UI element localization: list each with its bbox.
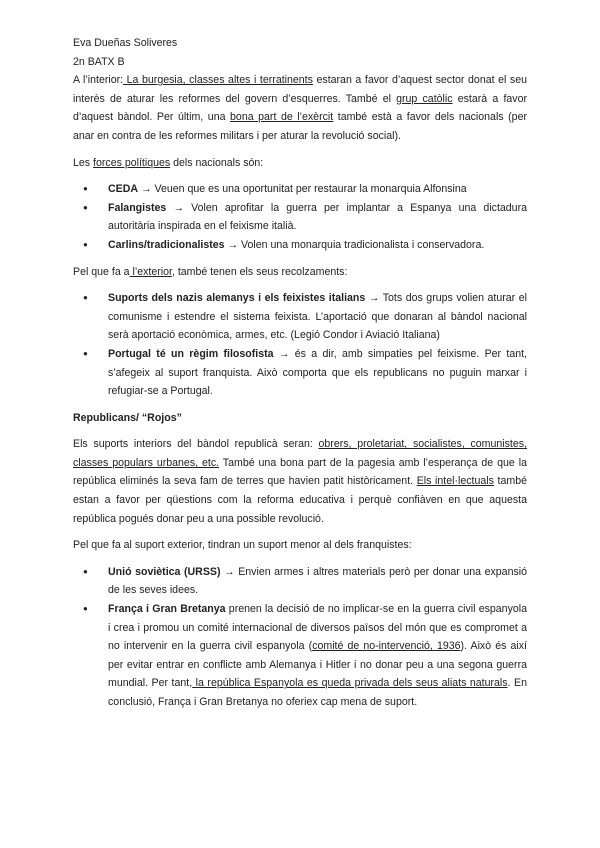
author-name: Eva Dueñas Soliveres <box>73 37 178 49</box>
underlined-text: la república Espanyola es queda privada dels seus aliats naturals <box>192 677 508 690</box>
text-run: dels nacionals són: <box>170 156 264 169</box>
text-run: estarà a favor d’aquest bàndol. Per últim, una <box>73 92 527 124</box>
text-run: Els suports interiors del bàndol republicà seran: <box>73 438 319 451</box>
republicans-heading: Republicans/ “Rojos” <box>73 411 182 424</box>
text-run: estaran a favor d’aquest sector donat el seu interès de aturar les reformes del govern d’esquerres. També el <box>73 74 528 105</box>
text-run: , també tenen els seus recolzaments: <box>171 265 348 278</box>
list-item <box>108 289 527 345</box>
list-item <box>108 345 527 401</box>
text-run: → Volen aprofitar la guerra per implantar a Espanya una dictadura autoritària inspirada en el feixisme italià. <box>108 201 527 233</box>
bold-term: Suports dels nazis alemanys i els feixistes italians <box>108 292 366 305</box>
underlined-text: comité de no-intervenció, 1936 <box>312 640 461 653</box>
text-run: . En conclusió, França i Gran Bretanya no oferiex cap mena de suport. <box>108 677 528 708</box>
text-run: Pel que fa a <box>73 265 130 278</box>
text-run: ). Això és així per evitar entrar en conflicte amb Alemanya i Hitler i no donar peu a una segona guerra mundial. Per tant, <box>108 640 527 690</box>
bold-term: Portugal té un règim filosofista <box>108 347 274 360</box>
underlined-text: forces polítiques <box>93 156 171 169</box>
text-run: També una bona part de la pagesia amb l’esperança de que la república eliminés la seva fam de terres que havien patit històricament. <box>73 456 527 488</box>
text-run: → Envien armes i altres materials però per donar una expansió de les seves idees. <box>108 565 528 597</box>
republicans-list <box>73 563 527 712</box>
text-run: A l’interior: <box>73 74 124 87</box>
underlined-text: obrers, proletariat, socialistes, comunistes, classes populars urbanes, etc. <box>73 438 528 469</box>
bold-term: CEDA <box>108 183 139 196</box>
list-item <box>108 199 527 236</box>
document-page <box>73 34 527 720</box>
forces-list <box>73 180 527 254</box>
underlined-text: l’exterior <box>129 265 172 278</box>
underlined-text: La burgesia, classes altes i terratinents <box>123 74 313 87</box>
underlined-text: bona part de l’exèrcit <box>230 111 334 124</box>
list-item <box>108 600 527 712</box>
republicans-paragraph <box>73 435 527 528</box>
text-run: també estan a favor per qüestions com la reforma educativa i perquè confiàven en que aquesta república pogués donar peu a una possible revolució. <box>73 475 528 525</box>
text-run: → Volen una monarquia tradicionalista i conservadora. <box>224 238 485 251</box>
underlined-text: grup catòlic <box>396 92 453 105</box>
text-run: Les <box>73 156 94 169</box>
exterior-paragraph <box>73 263 527 282</box>
forces-paragraph <box>73 154 527 173</box>
bold-term: França i Gran Bretanya <box>108 603 226 616</box>
exterior-list <box>73 289 527 401</box>
underlined-text: Els intel·lectuals <box>416 475 494 488</box>
text-run: també està a favor dels nacionals (per anar en contra de les reformes militars i per aturar la revolució social). <box>73 111 527 142</box>
interior-paragraph <box>73 71 527 145</box>
republicans-exterior-paragraph: Pel que fa al suport exterior, tindran un suport menor al dels franquistes: <box>73 539 412 552</box>
list-item <box>108 180 527 199</box>
list-item <box>108 563 527 600</box>
text-run: → és a dir, amb simpaties pel feixisme. Per tant, s’afegeix al suport franquista. Això comporta que els republicans no puguin marxar i refugiar-se a Portugal. <box>108 347 528 398</box>
text-run: prenen la decisió de no implicar-se en la guerra civil espanyola i crea i promou un comité internacional de diversos països del món que es compromet a no intervenir en la guerra civil espanyola ( <box>108 603 528 653</box>
list-item <box>108 236 527 255</box>
bold-term: Falangistes <box>108 201 167 214</box>
text-run: → Veuen que es una oportunitat per restaurar la monarquia Alfonsina <box>138 183 467 196</box>
bold-term: Unió soviètica (URSS) <box>108 565 221 578</box>
text-run: → Tots dos grups volien aturar el comunisme i estendre el sistema feixista. L’aportació que donaran al bàndol nacional serà aportació econòmica, armes, etc. (Legió Condor i Aviació Italiana) <box>108 292 527 342</box>
class-label: 2n BATX B <box>73 55 125 68</box>
bold-term: Carlins/tradicionalistes <box>108 238 225 251</box>
